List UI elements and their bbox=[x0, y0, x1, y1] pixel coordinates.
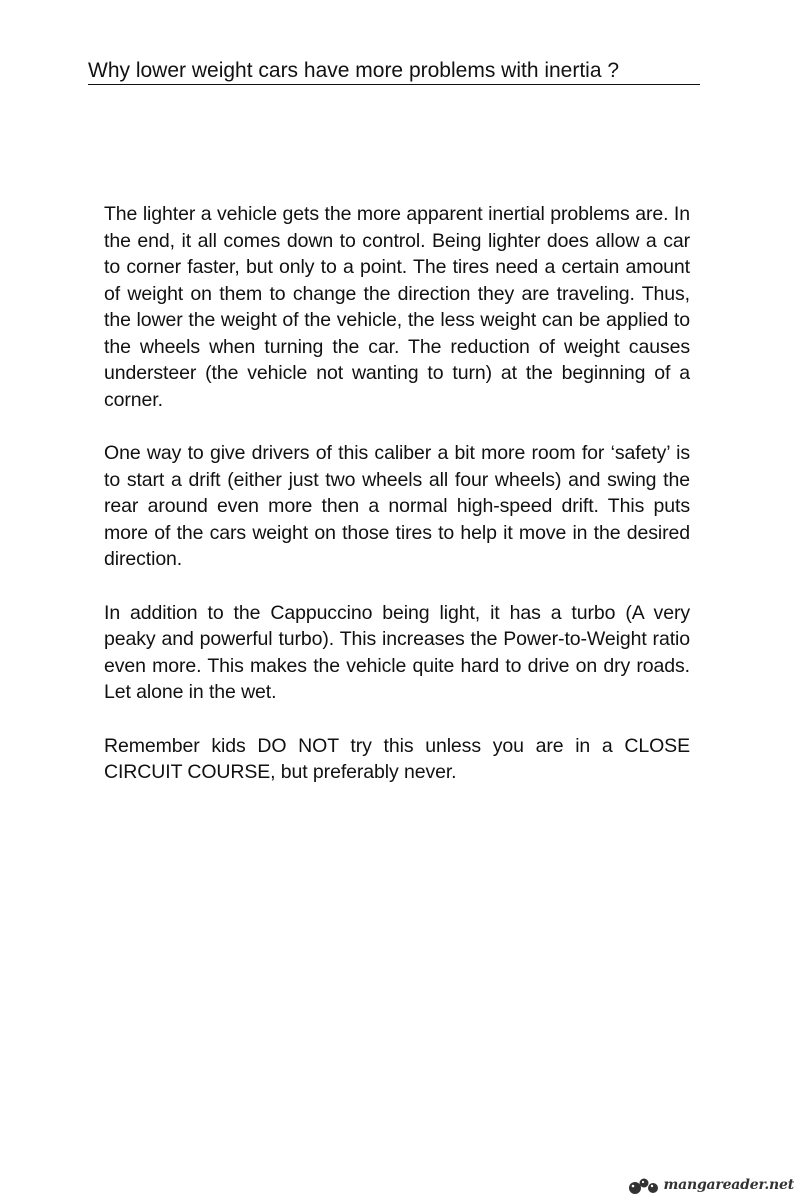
paragraph-3: In addition to the Cappuccino being light, it has a turbo (A very peaky and powerful turbo). This increases the Power-to-Weight ratio even more. This makes the vehicle quite hard to drive on dry roads. Let alone in the wet. bbox=[104, 601, 690, 703]
watermark-text: mangareader.net bbox=[663, 1177, 794, 1193]
paragraph-2: One way to give drivers of this caliber a bit more room for ‘safety’ is to start a drift (either just two wheels all four wheels) and swing the rear around even more then a normal high-speed drift. This puts more of the cars weight on those tires to help it move in the desired direction. bbox=[104, 442, 690, 570]
page-title: Why lower weight cars have more problems with inertia ? bbox=[88, 58, 700, 85]
paragraph-1: The lighter a vehicle gets the more apparent inertial problems are. In the end, it all comes down to control. Being lighter does allow a car to corner faster, but only to a point. The tires need a certain amount of weight on them to change the direction they are traveling. Thus, the lower the weight of the vehicle, the less weight can be applied to the wheels when turning the car. The reduction of weight causes understeer (the vehicle not wanting to turn) at the beginning of a corner. bbox=[104, 203, 690, 411]
article-body bbox=[104, 201, 690, 813]
watermark bbox=[627, 1174, 795, 1196]
paragraph-4: Remember kids DO NOT try this unless you are in a CLOSE CIRCUIT COURSE, but preferably never. bbox=[104, 734, 690, 783]
mangareader-logo-icon bbox=[627, 1174, 661, 1196]
